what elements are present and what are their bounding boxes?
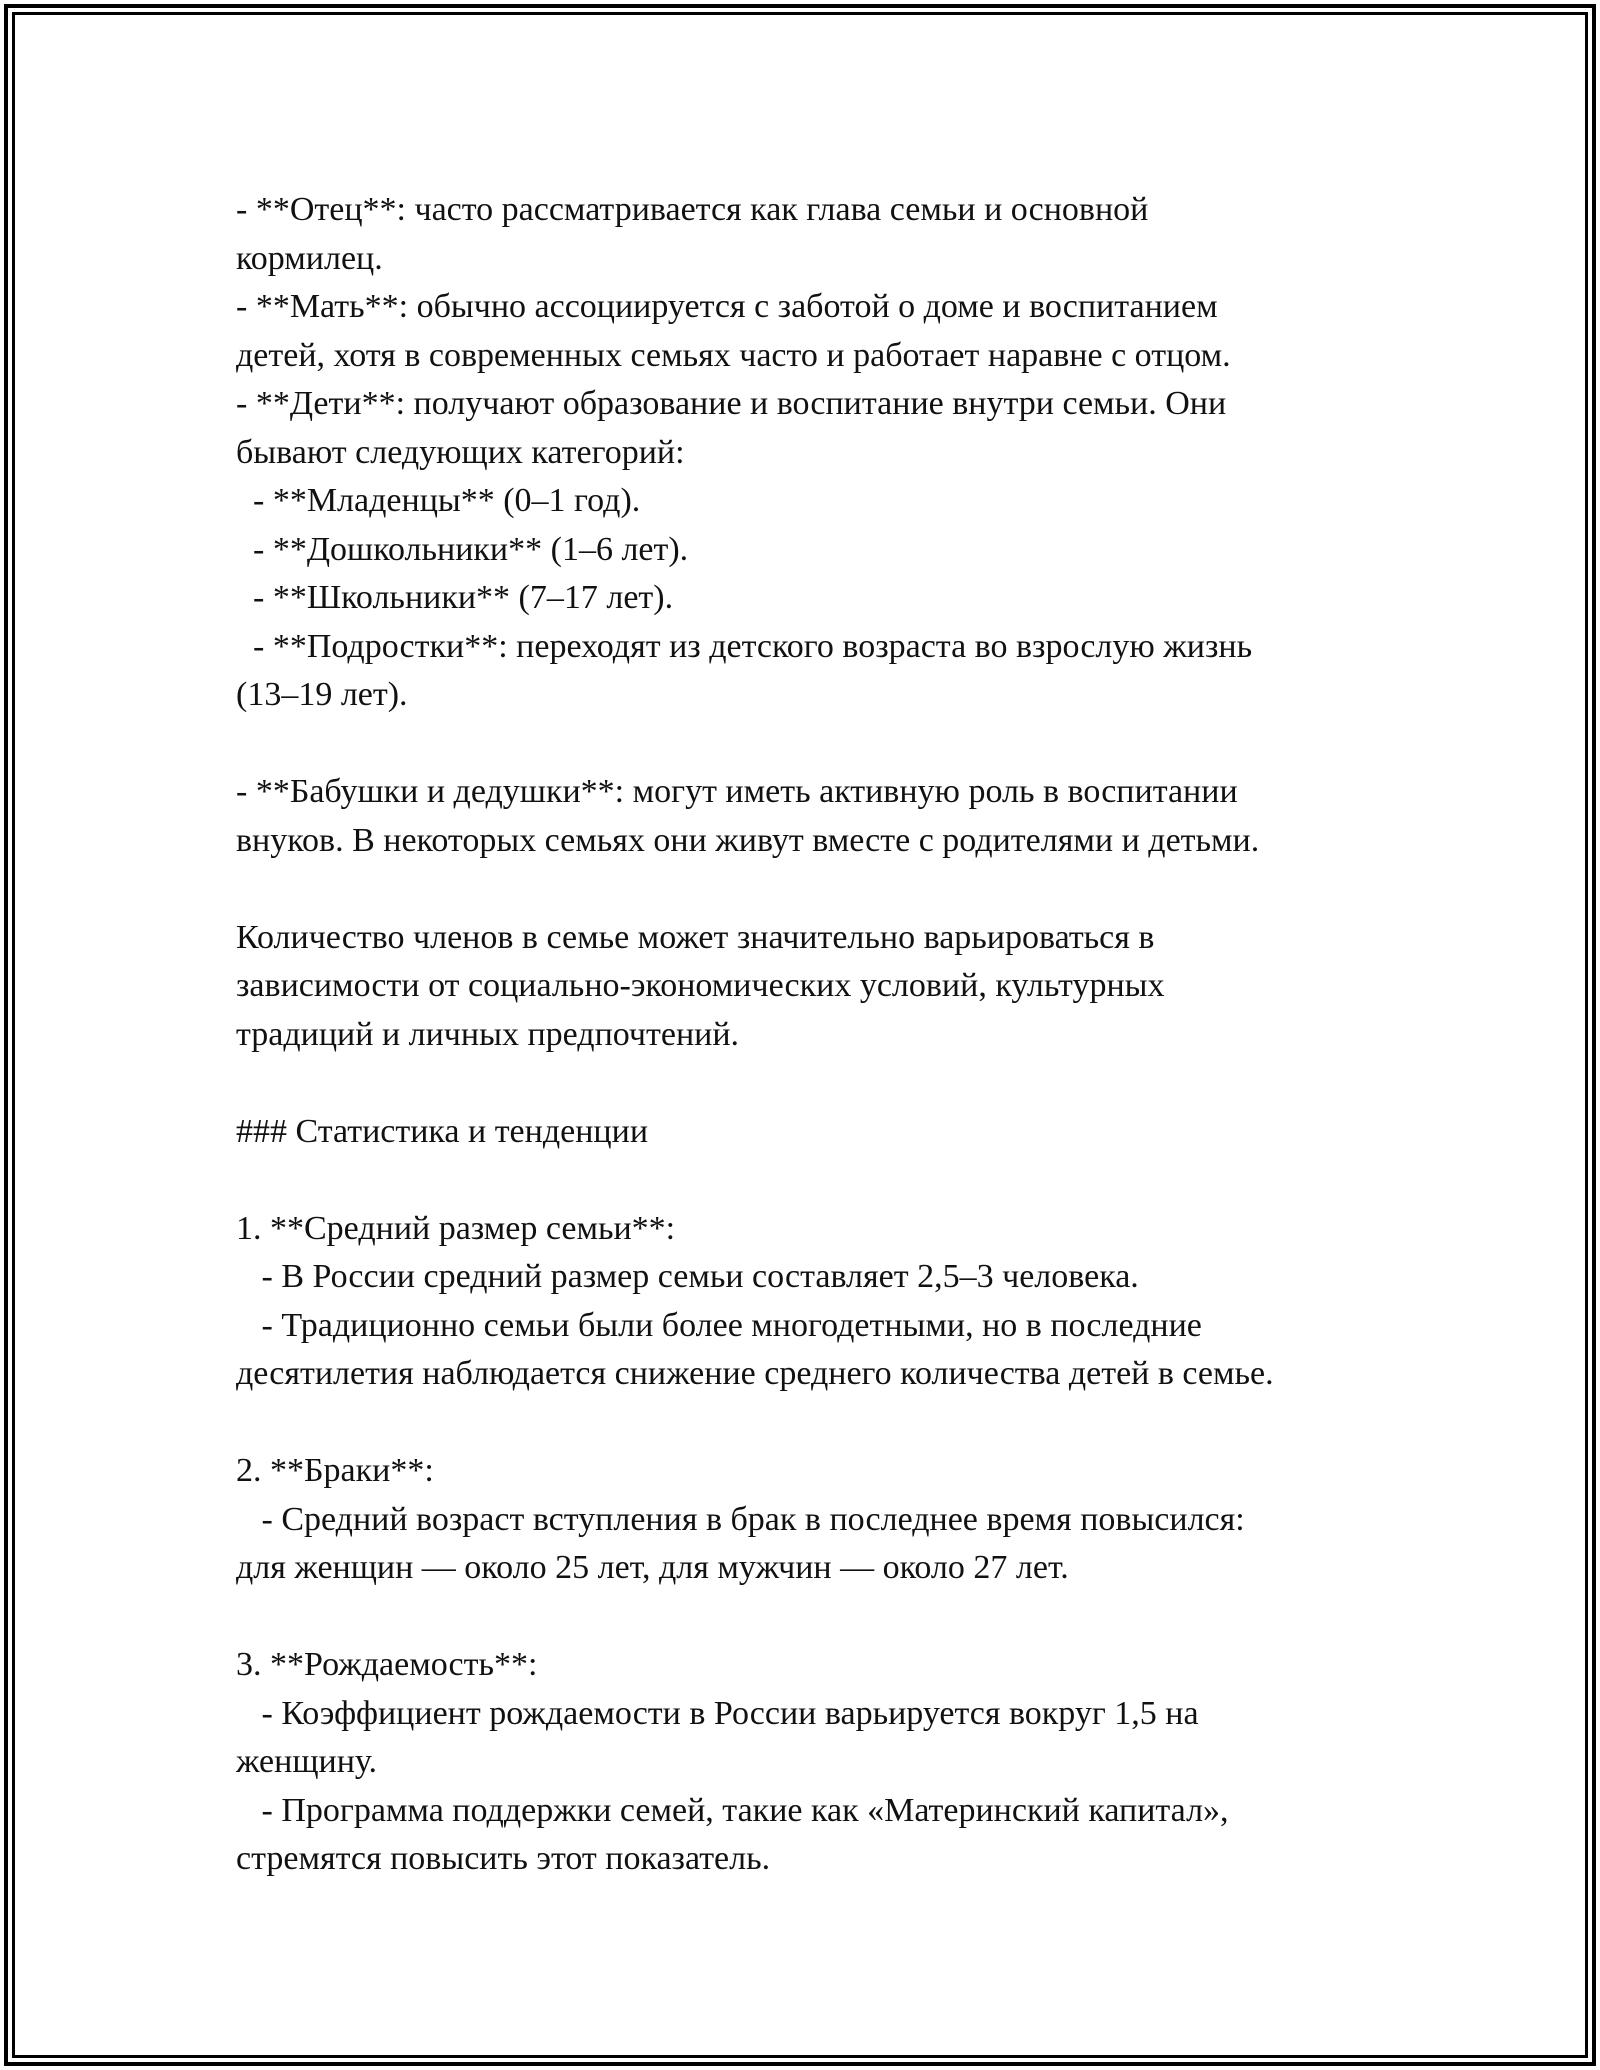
blank-line [236, 1593, 1386, 1642]
blank-line [236, 865, 1386, 914]
text-line: - Традиционно семьи были более многодетными, но в последние [236, 1306, 1202, 1344]
text-line: Количество членов в семье может значительно варьироваться в [236, 918, 1155, 956]
text-line: детей, хотя в современных семьях часто и работает наравне с отцом. [236, 336, 1231, 374]
text-line: десятилетия наблюдается снижение среднего количества детей в семье. [236, 1355, 1274, 1392]
text-line: (13–19 лет). [236, 676, 408, 713]
text-line: женщину. [236, 1743, 377, 1780]
text-line: зависимости от социально-экономических условий, культурных [236, 967, 1165, 1004]
text-line: - **Младенцы** (0–1 год). [236, 482, 641, 519]
text-line: внуков. В некоторых семьях они живут вместе с родителями и детьми. [236, 821, 1260, 859]
text-line: 1. **Средний размер семьи**: [236, 1209, 676, 1247]
text-line: - **Отец**: часто рассматривается как глава семьи и основной [236, 191, 1149, 228]
blank-line [236, 1399, 1386, 1448]
text-line: - В России средний размер семьи составляет 2,5–3 человека. [236, 1258, 1139, 1295]
text-line: для женщин — около 25 лет, для мужчин — около 27 лет. [236, 1549, 1069, 1586]
document-body [236, 186, 1386, 1884]
text-line: - Программа поддержки семей, такие как «Материнский капитал», [236, 1791, 1229, 1829]
text-line: стремятся повысить этот показатель. [236, 1840, 771, 1877]
text-line: - **Подростки**: переходят из детского возраста во взрослую жизнь [236, 627, 1253, 665]
text-line: - **Мать**: обычно ассоциируется с заботой о доме и воспитанием [236, 288, 1218, 325]
text-line: кормилец. [236, 239, 383, 277]
blank-line [236, 1156, 1386, 1205]
text-line: - **Дошкольники** (1–6 лет). [236, 530, 689, 568]
text-line: - **Бабушки и дедушки**: могут иметь активную роль в воспитании [236, 773, 1238, 810]
text-line: 3. **Рождаемость**: [236, 1646, 538, 1683]
text-line: традиций и личных предпочтений. [236, 1015, 740, 1053]
blank-line [236, 1059, 1386, 1108]
text-line: бывают следующих категорий: [236, 433, 685, 471]
text-line: - **Дети**: получают образование и воспитание внутри семьи. Они [236, 385, 1227, 422]
text-line: 2. **Браки**: [236, 1452, 434, 1489]
text-line: - Средний возраст вступления в брак в последнее время повысился: [236, 1500, 1245, 1538]
blank-line [236, 720, 1386, 769]
section-heading: ### Статистика и тенденции [236, 1112, 649, 1150]
text-line: - **Школьники** (7–17 лет). [236, 579, 674, 616]
text-line: - Коэффициент рождаемости в России варьируется вокруг 1,5 на [236, 1694, 1199, 1732]
